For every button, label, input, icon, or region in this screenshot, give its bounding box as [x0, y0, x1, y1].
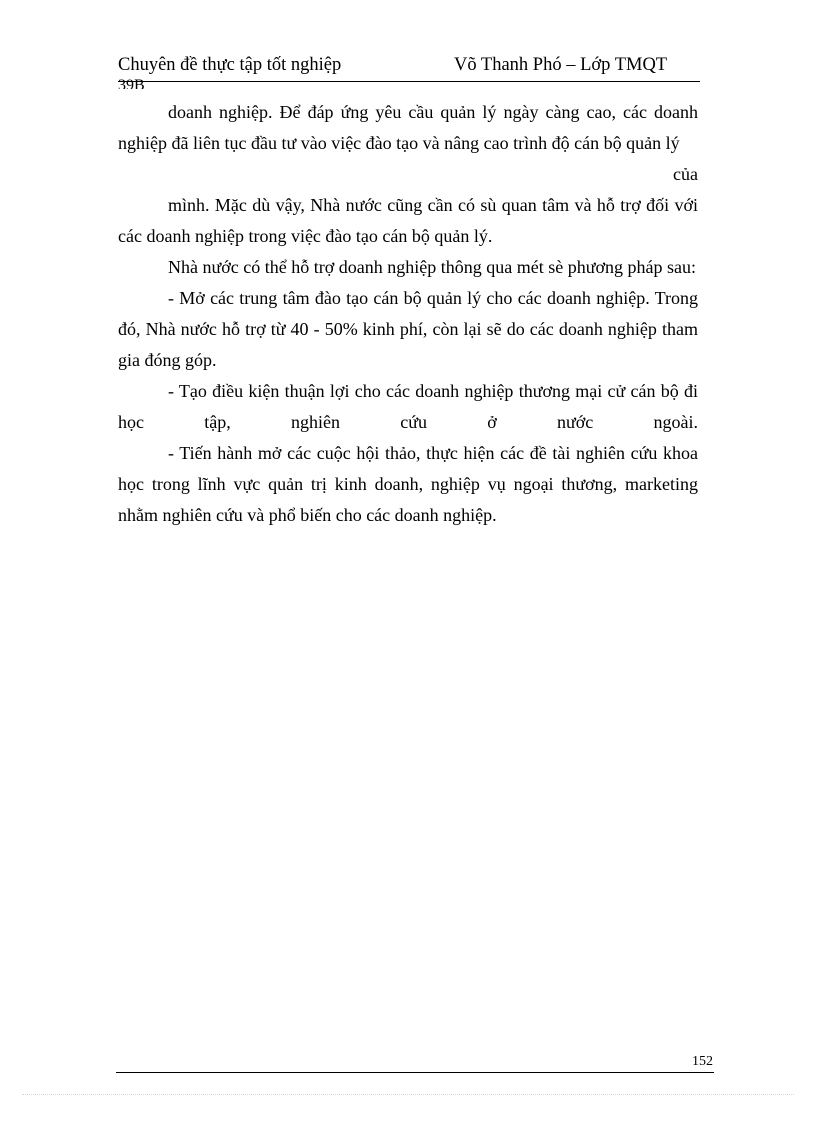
page-edge-line: [22, 1094, 794, 1095]
paragraph-5: - Mở các trung tâm đào tạo cán bộ quản lý cho các doanh nghiệp. Trong đó, Nhà nước hỗ trợ từ 40 - 50% kinh phí, còn lại sẽ do các doanh nghiệp tham gia đóng góp.: [118, 288, 698, 370]
header-right-author: Võ Thanh Phó – Lớp TMQT: [454, 55, 668, 75]
paragraph-1: doanh nghiệp. Để đáp ứng yêu cầu quản lý ngày càng cao, các doanh nghiệp đã liên tục đầu tư vào việc đào tạo và nâng cao trình độ cán bộ quản lý: [118, 102, 698, 153]
header-left-continuation: 39B: [118, 78, 145, 89]
paragraph-3: mình. Mặc dù vậy, Nhà nước cũng cần có sù quan tâm và hỗ trợ đối với các doanh nghiệp trong việc đào tạo cán bộ quản lý.: [118, 195, 698, 246]
header-left-title: Chuyên đề thực tập tốt nghiệp: [118, 55, 342, 75]
body-text: [118, 97, 698, 531]
paragraph-6: - Tạo điều kiện thuận lợi cho các doanh nghiệp thương mại cử cán bộ đi học tập, nghiên cứu ở nước ngoài.: [118, 381, 698, 432]
header-rule: [118, 81, 700, 82]
paragraph-4: Nhà nước có thể hỗ trợ doanh nghiệp thông qua mét sè phương pháp sau:: [168, 257, 696, 277]
paragraph-7: - Tiến hành mở các cuộc hội thảo, thực hiện các đề tài nghiên cứu khoa học trong lĩnh vực quản trị kinh doanh, nghiệp vụ ngoại thương, marketing nhằm nghiên cứu và phổ biến cho các doanh nghiệp.: [118, 443, 698, 525]
footer-rule: [116, 1072, 714, 1073]
page-number: 152: [692, 1054, 713, 1069]
paragraph-2: của: [673, 164, 698, 184]
